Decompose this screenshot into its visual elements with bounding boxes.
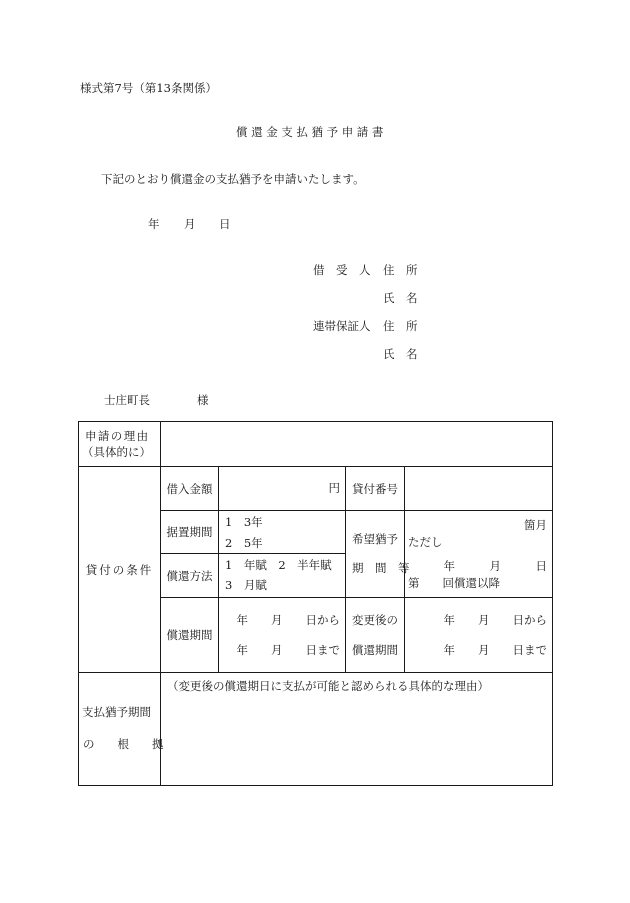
addressee-suffix: 様 xyxy=(197,393,209,407)
hope-label-sub: 期 間 等 xyxy=(352,560,410,575)
period-input-cell[interactable] xyxy=(219,598,346,673)
intro-text: 下記のとおり償還金の支払猶予を申請いたします。 xyxy=(101,172,365,186)
guarantor-name-label: 氏 名 xyxy=(383,347,418,361)
hope-tadashi: ただし xyxy=(408,534,443,549)
loan-amount-unit: 円 xyxy=(328,481,340,495)
changed-from: 年 月 日から xyxy=(443,613,547,627)
hope-from-installment: 第 回償還以降 xyxy=(408,575,500,590)
deferment-label: 据置期間 xyxy=(161,511,219,554)
reason-label-cell xyxy=(79,422,161,467)
deferment-option-2[interactable]: 2 5年 xyxy=(225,536,263,550)
period-from: 年 月 日から xyxy=(236,613,340,627)
conditions-label: 貸付の条件 xyxy=(85,562,154,577)
deferment-option-1[interactable]: 1 3年 xyxy=(225,515,263,529)
basis-row xyxy=(79,673,553,786)
borrower-label: 借 受 人 xyxy=(313,263,371,277)
method-option-1[interactable]: 1 年賦 2 半年賦 xyxy=(225,558,332,572)
period-to: 年 月 日まで xyxy=(236,643,340,657)
application-table xyxy=(78,421,553,786)
changed-to: 年 月 日まで xyxy=(443,643,547,657)
hope-input-cell[interactable] xyxy=(405,511,553,598)
basis-label-cell xyxy=(79,673,164,786)
reason-label-sub: （具体的に） xyxy=(82,445,151,459)
reason-label: 申請の理由 xyxy=(85,429,150,443)
borrower-address-label: 住 所 xyxy=(383,263,418,277)
changed-input-cell[interactable] xyxy=(405,598,553,673)
changed-label-sub: 償還期間 xyxy=(352,643,398,657)
form-number: 様式第7号（第13条関係） xyxy=(80,81,217,95)
guarantor-label: 連帯保証人 xyxy=(313,319,371,333)
date-year-label: 年 xyxy=(148,217,160,231)
addressee-name: 士庄町長 xyxy=(104,393,150,407)
basis-label-sub: の 根 拠 xyxy=(83,737,164,751)
period-label: 償還期間 xyxy=(161,598,219,673)
loan-amount-row xyxy=(79,467,553,511)
basis-note: （変更後の償還期日に支払が可能と認められる具体的な理由） xyxy=(167,679,489,693)
document-title: 償還金支払猶予申請書 xyxy=(236,125,387,139)
changed-label-cell xyxy=(346,598,405,673)
changed-label: 変更後の xyxy=(352,613,398,627)
reason-row xyxy=(79,422,553,467)
date-month-label: 月 xyxy=(184,217,196,231)
loan-amount-label: 借入金額 xyxy=(161,467,219,511)
guarantor-address-label: 住 所 xyxy=(383,319,418,333)
hope-months-unit: 箇月 xyxy=(524,517,547,532)
deferment-options-cell[interactable] xyxy=(219,511,346,554)
hope-date: 年 月 日 xyxy=(443,558,547,573)
method-options-cell[interactable] xyxy=(219,554,346,598)
hope-label-cell xyxy=(346,511,410,598)
loan-number-input[interactable] xyxy=(405,467,553,511)
loan-number-label: 貸付番号 xyxy=(346,467,405,511)
method-option-2[interactable]: 3 月賦 xyxy=(225,578,267,592)
hope-label: 希望猶予 xyxy=(352,531,398,546)
date-day-label: 日 xyxy=(219,217,231,231)
reason-input[interactable] xyxy=(161,422,553,467)
method-label: 償還方法 xyxy=(161,554,219,598)
loan-amount-input[interactable] xyxy=(219,467,346,511)
basis-label: 支払猶予期間 xyxy=(82,705,151,719)
basis-input[interactable] xyxy=(161,673,553,786)
conditions-label-cell xyxy=(79,467,161,673)
borrower-name-label: 氏 名 xyxy=(383,291,418,305)
